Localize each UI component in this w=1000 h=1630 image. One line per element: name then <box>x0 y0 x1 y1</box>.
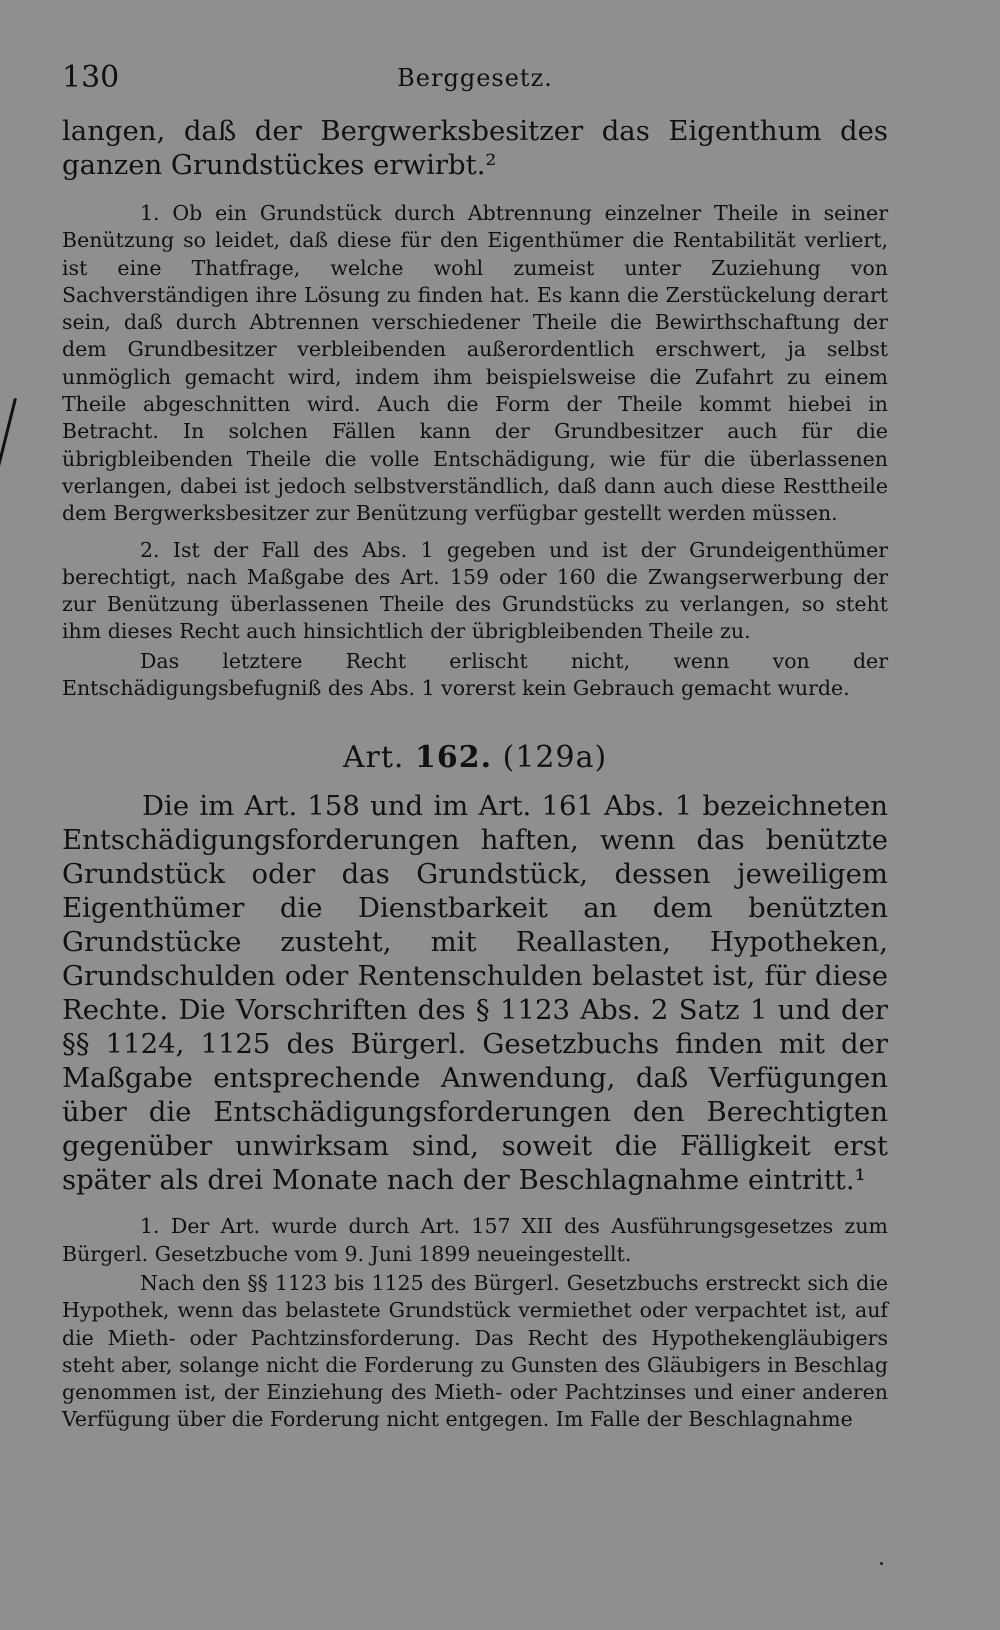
footnote-2-continuation: Das letztere Recht erlischt nicht, wenn von der Entschädigungsbefugniß des Abs. 1 vorerst kein Gebrauch gemacht wurde. <box>62 648 888 701</box>
article-heading <box>62 740 888 775</box>
running-head: Berggesetz. <box>397 64 553 92</box>
footnote-1: 1. Ob ein Grundstück durch Abtrennung einzelner Theile in seiner Benützung so leidet, daß diese für den Eigenthümer die Rentabilität verliert, ist eine Thatfrage, welche wohl zumeist unter Zuziehung von Sachverständigen ihre Lösung zu finden hat. Es kann die Zerstückelung derart sein, daß durch Abtrennen verschiedener Theile die Bewirthschaftung der dem Grundbesitzer verbleibenden außerordentlich erschwert, ja selbst unmöglich gemacht wird, indem ihm beispielsweise die Zufahrt zu einem Theile abgeschnitten wird. Auch die Form der Theile kommt hiebei in Betracht. In solchen Fällen kann der Grundbesitzer auch für die übrigbleibenden Theile die volle Entschädigung, wie für die überlassenen verlangen, dabei ist jedoch selbstverständlich, daß dann auch diese Resttheile dem Bergwerksbesitzer zur Benützung verfügbar gestellt werden müssen. <box>62 201 888 526</box>
margin-pencil-mark <box>0 398 17 467</box>
article-text: Die im Art. 158 und im Art. 161 Abs. 1 bezeichneten Entschädigungsforderungen haften, wenn das benützte Grundstück oder das Grundstück, dessen jeweiligem Eigenthümer die Dienstbarkeit an dem benützten Grundstücke zusteht, mit Reallasten, Hypotheken, Grundschulden oder Rentenschulden belastet ist, für diese Rechte. Die Vorschriften des § 1123 Abs. 2 Satz 1 und der §§ 1124, 1125 des Bürgerl. Gesetzbuchs finden mit der Maßgabe entsprechende Anwendung, daß Verfügungen über die Entschädigungsforderungen den Berechtigten gegenüber unwirksam sind, soweit die Fälligkeit erst später als drei Monate nach der Beschlagnahme eintritt.¹ <box>62 790 888 1197</box>
page-speck <box>880 1562 883 1565</box>
page-header <box>62 50 888 100</box>
page-number: 130 <box>62 60 120 95</box>
article-number: 162. <box>414 740 493 776</box>
article-label: Art. <box>342 740 405 776</box>
book-page <box>62 50 888 1434</box>
article-footnote-1: 1. Der Art. wurde durch Art. 157 XII des Ausführungsgesetzes zum Bürgerl. Gesetzbuche vom 9. Juni 1899 neueingestellt. <box>62 1214 888 1266</box>
article-ref: (129a) <box>502 740 608 776</box>
footnote-2: 2. Ist der Fall des Abs. 1 gegeben und ist der Grundeigenthümer berechtigt, nach Maßgabe des Art. 159 oder 160 die Zwangserwerbung der zur Benützung überlassenen Theile des Grundstücks zu verlangen, so steht ihm dieses Recht auch hinsichtlich der übrigbleibenden Theile zu. <box>62 537 888 644</box>
article-footnote-1-continuation: Nach den §§ 1123 bis 1125 des Bürgerl. Gesetzbuchs erstreckt sich die Hypothek, wenn das belastete Grundstück vermiethet oder verpachtet ist, auf die Mieth- oder Pachtzinsforderung. Das Recht des Hypothekengläubigers steht aber, solange nicht die Forderung zu Gunsten des Gläubigers in Beschlag genommen ist, der Einziehung des Mieth- oder Pachtzinses und einer anderen Verfügung über die Forderung nicht entgegen. Im Falle der Beschlagnahme <box>62 1270 888 1432</box>
continued-paragraph: langen, daß der Bergwerksbesitzer das Eigenthum des ganzen Grundstückes erwirbt.² <box>62 115 888 181</box>
